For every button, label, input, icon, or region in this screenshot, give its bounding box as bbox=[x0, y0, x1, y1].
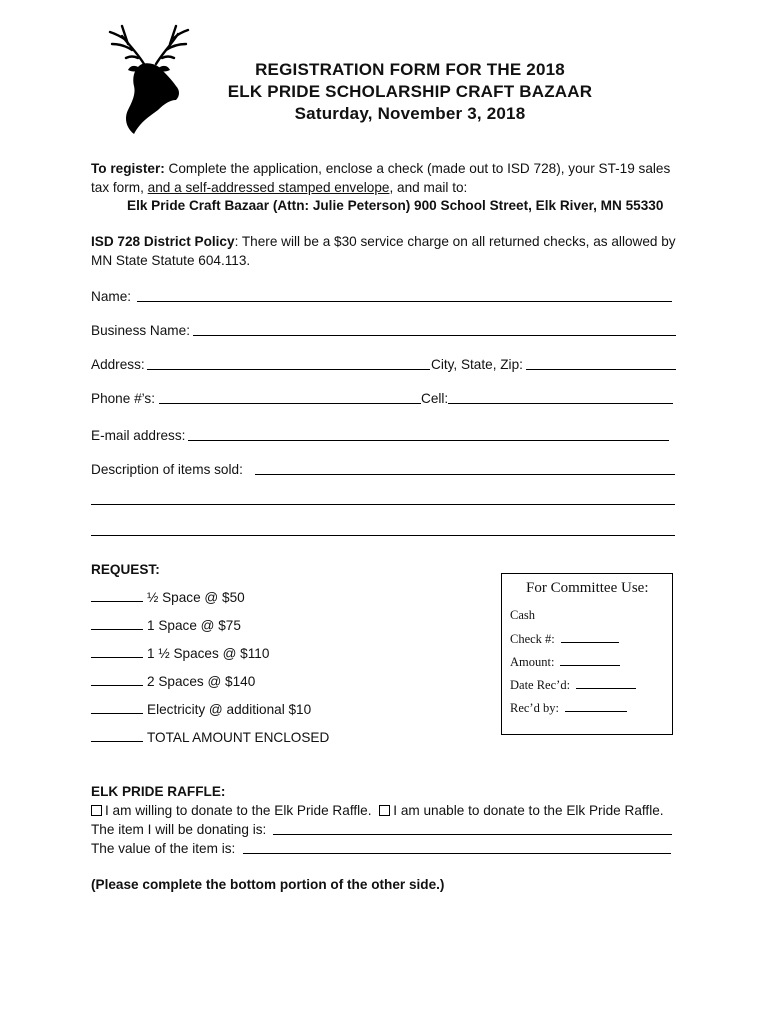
request-item-blank[interactable] bbox=[91, 615, 143, 630]
raffle-item-field[interactable] bbox=[273, 834, 672, 835]
committee-amount-label: Amount: bbox=[510, 655, 555, 669]
form-title-line2: ELK PRIDE SCHOLARSHIP CRAFT BAZAAR bbox=[227, 82, 593, 101]
raffle-value-label: The value of the item is: bbox=[91, 841, 236, 856]
address-field[interactable] bbox=[147, 369, 430, 370]
committee-cash bbox=[510, 608, 535, 623]
business-name-field[interactable] bbox=[193, 335, 676, 336]
committee-amount-field[interactable] bbox=[560, 654, 620, 666]
form-title-line1: REGISTRATION FORM FOR THE 2018 bbox=[255, 60, 565, 79]
register-text-c: , and mail to: bbox=[389, 180, 468, 195]
request-item-blank[interactable] bbox=[91, 587, 143, 602]
description-field-line3[interactable] bbox=[91, 535, 675, 536]
city-state-zip-field[interactable] bbox=[526, 369, 676, 370]
register-text-a: Complete the application, enclose a check (made out to ISD 728), your ST-19 sales bbox=[164, 161, 671, 176]
address-label: Address: bbox=[91, 357, 145, 372]
request-item-label: 1 Space @ $75 bbox=[147, 618, 241, 633]
request-item bbox=[91, 699, 329, 727]
name-field[interactable] bbox=[137, 301, 672, 302]
description-label: Description of items sold: bbox=[91, 462, 243, 477]
description-field[interactable] bbox=[255, 474, 675, 475]
policy-paragraph bbox=[91, 232, 691, 270]
request-item-blank[interactable] bbox=[91, 727, 143, 742]
committee-amount bbox=[510, 654, 620, 670]
register-paragraph bbox=[91, 159, 691, 197]
request-item-blank[interactable] bbox=[91, 699, 143, 714]
committee-recd-by-label: Rec’d by: bbox=[510, 701, 559, 715]
request-item-label: Electricity @ additional $10 bbox=[147, 702, 312, 717]
committee-check bbox=[510, 631, 619, 647]
raffle-unable-label: I am unable to donate to the Elk Pride Raffle. bbox=[393, 803, 664, 818]
register-label: To register: bbox=[91, 161, 165, 176]
committee-cash-label: Cash bbox=[510, 608, 535, 622]
request-item-label: 2 Spaces @ $140 bbox=[147, 674, 256, 689]
mailing-address: Elk Pride Craft Bazaar (Attn: Julie Peterson) 900 School Street, Elk River, MN 55330 bbox=[127, 198, 664, 213]
committee-check-label: Check #: bbox=[510, 632, 555, 646]
policy-text-a: : There will be a $30 service charge on all returned checks, as allowed by bbox=[234, 234, 676, 249]
footer-note: (Please complete the bottom portion of the other side.) bbox=[91, 877, 445, 892]
request-item-label: 1 ½ Spaces @ $110 bbox=[147, 646, 270, 661]
cell-field[interactable] bbox=[448, 403, 673, 404]
raffle-item-label: The item I will be donating is: bbox=[91, 822, 267, 837]
phone-field[interactable] bbox=[159, 403, 421, 404]
committee-recd-by bbox=[510, 700, 627, 716]
committee-date bbox=[510, 677, 636, 693]
email-label: E-mail address: bbox=[91, 428, 186, 443]
policy-text-b: MN State Statute 604.113. bbox=[91, 253, 251, 268]
email-field[interactable] bbox=[188, 440, 669, 441]
city-state-zip-label: City, State, Zip: bbox=[431, 357, 523, 372]
committee-date-field[interactable] bbox=[576, 677, 636, 689]
raffle-unable-checkbox[interactable] bbox=[379, 805, 390, 816]
business-name-label: Business Name: bbox=[91, 323, 190, 338]
cell-label: Cell: bbox=[421, 391, 449, 406]
name-label: Name: bbox=[91, 289, 132, 304]
request-item bbox=[91, 727, 329, 755]
request-item bbox=[91, 587, 329, 615]
request-item-label: TOTAL AMOUNT ENCLOSED bbox=[147, 730, 330, 745]
policy-label: ISD 728 District Policy bbox=[91, 234, 235, 249]
register-text-underlined: and a self-addressed stamped envelope bbox=[147, 180, 390, 195]
request-item-label: ½ Space @ $50 bbox=[147, 590, 245, 605]
raffle-heading: ELK PRIDE RAFFLE: bbox=[91, 784, 226, 799]
request-item-blank[interactable] bbox=[91, 643, 143, 658]
committee-use-box bbox=[501, 573, 673, 735]
phone-label: Phone #’s: bbox=[91, 391, 155, 406]
request-item-blank[interactable] bbox=[91, 671, 143, 686]
raffle-value-field[interactable] bbox=[243, 853, 671, 854]
request-item bbox=[91, 643, 329, 671]
raffle-willing-checkbox[interactable] bbox=[91, 805, 102, 816]
request-item bbox=[91, 671, 329, 699]
elk-head-icon bbox=[104, 24, 190, 136]
form-title-date: Saturday, November 3, 2018 bbox=[294, 104, 526, 123]
committee-heading: For Committee Use: bbox=[526, 580, 649, 596]
request-list bbox=[91, 587, 329, 755]
register-text-b: tax form, bbox=[91, 180, 148, 195]
request-heading: REQUEST: bbox=[91, 562, 160, 577]
request-item bbox=[91, 615, 329, 643]
raffle-willing-label: I am willing to donate to the Elk Pride Raffle. bbox=[105, 803, 372, 818]
committee-date-label: Date Rec’d: bbox=[510, 678, 571, 692]
raffle-options bbox=[91, 801, 664, 820]
description-field-line2[interactable] bbox=[91, 504, 675, 505]
committee-check-field[interactable] bbox=[561, 631, 619, 643]
committee-recd-by-field[interactable] bbox=[565, 700, 627, 712]
